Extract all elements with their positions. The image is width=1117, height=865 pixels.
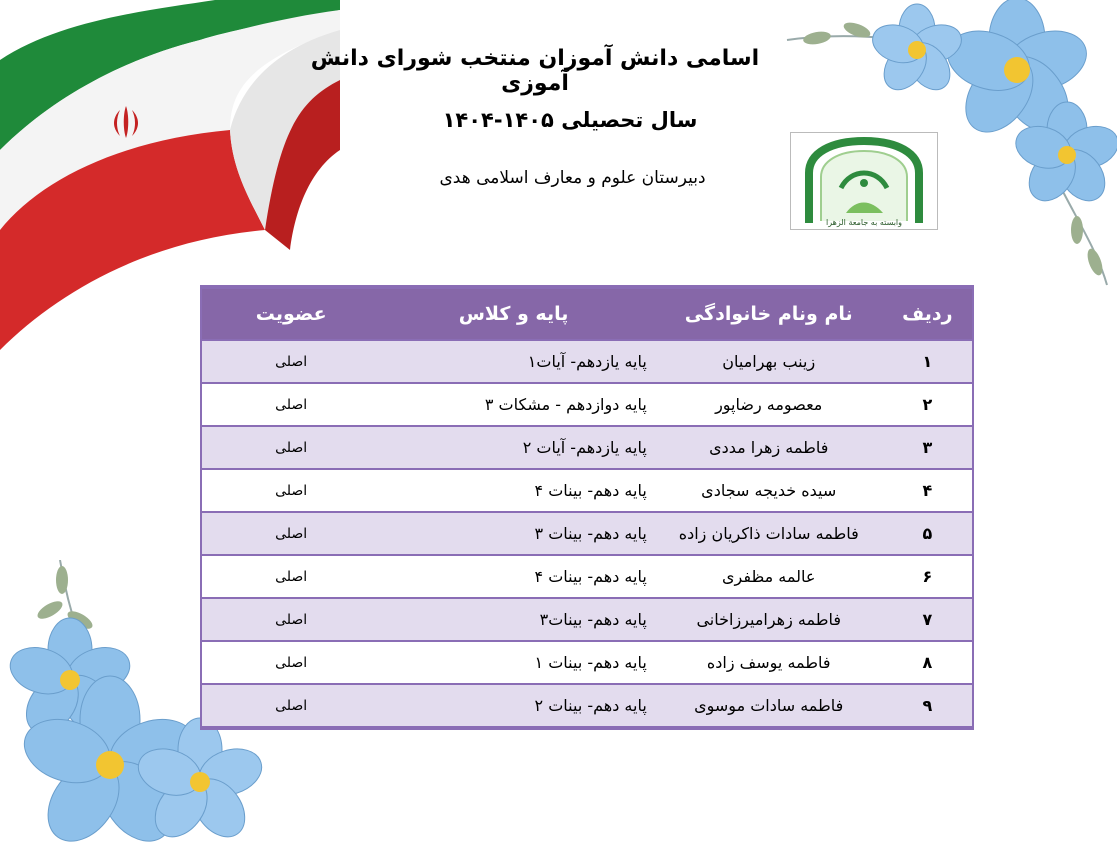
- cell-radif: ۶: [883, 556, 972, 597]
- header-membership: عضویت: [202, 289, 380, 339]
- cell-membership: اصلی: [202, 513, 380, 554]
- cell-membership: اصلی: [202, 642, 380, 683]
- academic-year: سال تحصیلی ۱۴۰۵-۱۴۰۴: [442, 108, 698, 132]
- header-radif: ردیف: [883, 289, 972, 339]
- cell-radif: ۵: [883, 513, 972, 554]
- cell-name: سیده خدیجه سجادی: [655, 470, 883, 511]
- cell-membership: اصلی: [202, 556, 380, 597]
- cell-grade: پایه دهم- بینات ۳: [380, 513, 655, 554]
- cell-radif: ۷: [883, 599, 972, 640]
- cell-grade: پایه یازدهم- آیات ۲: [380, 427, 655, 468]
- cell-name: فاطمه زهرا مددی: [655, 427, 883, 468]
- cell-membership: اصلی: [202, 341, 380, 382]
- cell-grade: پایه دهم- بینات ۱: [380, 642, 655, 683]
- table-header-row: [202, 289, 972, 339]
- school-name: دبیرستان علوم و معارف اسلامی هدی: [439, 168, 706, 188]
- table-row: [202, 427, 972, 468]
- cell-radif: ۹: [883, 685, 972, 726]
- table-row: [202, 470, 972, 511]
- cell-name: فاطمه سادات موسوی: [655, 685, 883, 726]
- header-grade: پایه و کلاس: [380, 289, 655, 339]
- cell-name: فاطمه یوسف زاده: [655, 642, 883, 683]
- table-row: [202, 642, 972, 683]
- cell-name: زینب بهرامیان: [655, 341, 883, 382]
- cell-membership: اصلی: [202, 470, 380, 511]
- cell-grade: پایه یازدهم- آیات۱: [380, 341, 655, 382]
- cell-grade: پایه دهم- بینات ۲: [380, 685, 655, 726]
- table-row: [202, 341, 972, 382]
- school-logo: [790, 132, 938, 230]
- table-row: [202, 513, 972, 554]
- cell-grade: پایه دهم- بینات۳: [380, 599, 655, 640]
- cell-membership: اصلی: [202, 384, 380, 425]
- table-row: [202, 599, 972, 640]
- logo-caption: وابسته به جامعة الزهرا: [825, 218, 903, 227]
- cell-radif: ۸: [883, 642, 972, 683]
- cell-name: فاطمه سادات ذاکریان زاده: [655, 513, 883, 554]
- cell-name: عالمه مظفری: [655, 556, 883, 597]
- table-row: [202, 556, 972, 597]
- table-row: [202, 685, 972, 726]
- page-title: اسامی دانش آموزان منتخب شورای دانش آموزی: [310, 46, 760, 96]
- flower-icon: [868, 4, 967, 98]
- cell-name: فاطمه زهرامیرزاخانی: [655, 599, 883, 640]
- members-table: [200, 285, 974, 730]
- cell-membership: اصلی: [202, 599, 380, 640]
- cell-membership: اصلی: [202, 685, 380, 726]
- table-row: [202, 384, 972, 425]
- logo-emblem-icon: [791, 133, 937, 229]
- cell-grade: پایه دوازدهم - مشکات ۳: [380, 384, 655, 425]
- cell-membership: اصلی: [202, 427, 380, 468]
- cell-radif: ۴: [883, 470, 972, 511]
- cell-grade: پایه دهم- بینات ۴: [380, 470, 655, 511]
- cell-radif: ۲: [883, 384, 972, 425]
- header-name: نام ونام خانوادگی: [655, 289, 883, 339]
- cell-radif: ۳: [883, 427, 972, 468]
- cell-radif: ۱: [883, 341, 972, 382]
- cell-grade: پایه دهم- بینات ۴: [380, 556, 655, 597]
- cell-name: معصومه رضاپور: [655, 384, 883, 425]
